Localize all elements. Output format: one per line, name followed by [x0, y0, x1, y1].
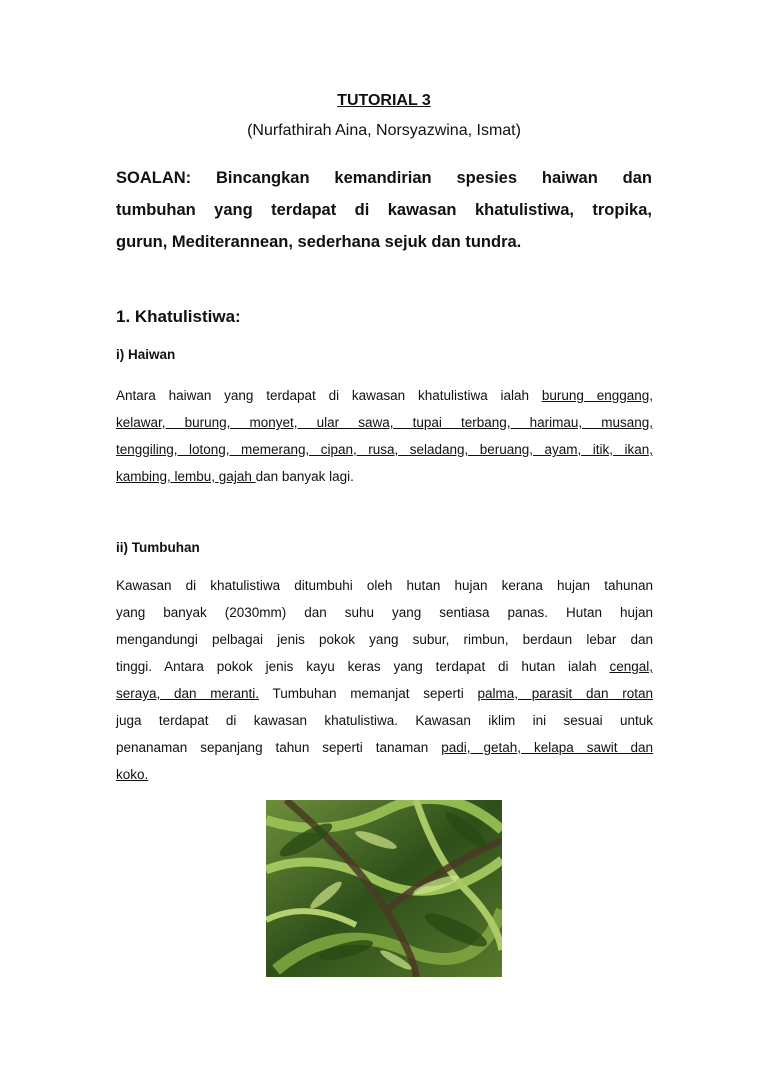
- document-title: [0, 92, 768, 110]
- paragraph-line: [116, 409, 653, 436]
- title-text: TUTORIAL 3: [337, 92, 431, 109]
- text-run: penanaman sepanjang tahun seperti tanaman: [116, 740, 442, 755]
- paragraph-line: [116, 463, 653, 490]
- question-line: SOALAN: Bincangkan kemandirian spesies haiwan dan: [116, 169, 652, 187]
- underlined-run: burung enggang,: [541, 388, 654, 403]
- text-run: dan banyak lagi.: [255, 469, 354, 484]
- underlined-run: cengal,: [609, 659, 653, 674]
- text-run: Antara haiwan yang terdapat di kawasan khatulistiwa ialah: [116, 388, 542, 403]
- paragraph-line: [116, 653, 653, 680]
- paragraph-line: Kawasan di khatulistiwa ditumbuhi oleh hutan hujan kerana hujan tahunan: [116, 578, 653, 593]
- authors-line: (Nurfathirah Aina, Norsyazwina, Ismat): [247, 122, 521, 139]
- text-run: Tumbuhan memanjat seperti: [259, 686, 478, 701]
- paragraph-haiwan: [116, 382, 653, 490]
- paragraph-line: yang banyak (2030mm) dan suhu yang sentiasa panas. Hutan hujan: [116, 605, 653, 620]
- underlined-run: padi, getah, kelapa sawit dan: [441, 740, 654, 755]
- paragraph-line: [116, 680, 653, 707]
- underlined-run: tenggiling, lotong, memerang, cipan, rusa, seladang, beruang, ayam, itik, ikan,: [116, 442, 653, 457]
- paragraph-line: mengandungi pelbagai jenis pokok yang subur, rimbun, berdaun lebar dan: [116, 632, 653, 647]
- subheading-tumbuhan: ii) Tumbuhan: [116, 540, 200, 555]
- paragraph-line: [116, 734, 653, 761]
- underlined-run: palma, parasit dan rotan: [477, 686, 654, 701]
- underlined-run: kambing, lembu, gajah: [116, 469, 256, 484]
- paragraph-line: [116, 382, 653, 409]
- subheading-haiwan: i) Haiwan: [116, 347, 176, 362]
- question-line: gurun, Mediterannean, sederhana sejuk dan tundra.: [116, 233, 522, 251]
- paragraph-line: juga terdapat di kawasan khatulistiwa. Kawasan iklim ini sesuai untuk: [116, 713, 653, 728]
- question-paragraph: [116, 162, 652, 258]
- paragraph-line: [116, 761, 653, 788]
- underlined-run: kelawar, burung, monyet, ular sawa, tupai terbang, harimau, musang,: [116, 415, 653, 430]
- section-heading-khatulistiwa: 1. Khatulistiwa:: [116, 307, 241, 326]
- text-run: tinggi. Antara pokok jenis kayu keras yang terdapat di hutan ialah: [116, 659, 610, 674]
- paragraph-tumbuhan: [116, 572, 653, 788]
- question-line: tumbuhan yang terdapat di kawasan khatulistiwa, tropika,: [116, 201, 652, 219]
- paragraph-line: [116, 436, 653, 463]
- underlined-run: seraya, dan meranti.: [116, 686, 260, 701]
- underlined-run: koko.: [116, 767, 149, 782]
- rainforest-plant-photo: [266, 800, 502, 977]
